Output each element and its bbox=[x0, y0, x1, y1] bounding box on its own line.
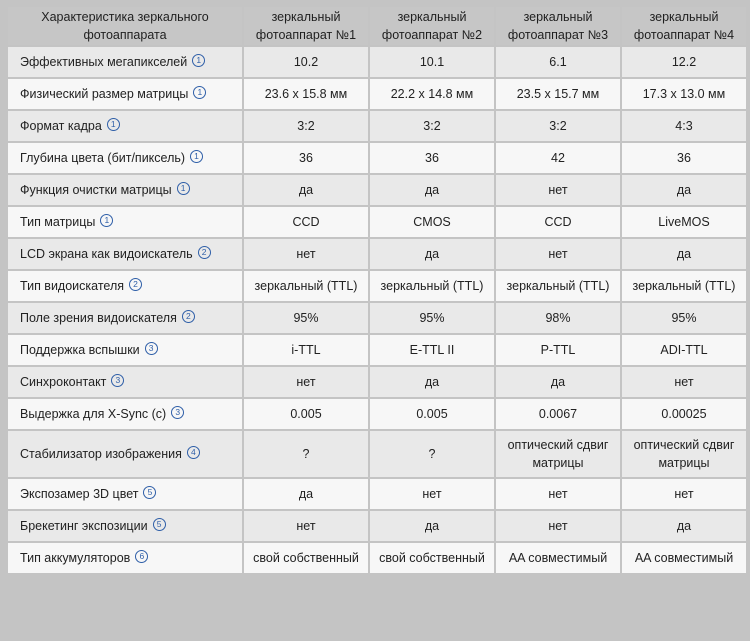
value-cell-camera-1: 36 bbox=[244, 143, 368, 173]
value-cell-camera-2: 36 bbox=[370, 143, 494, 173]
value-cell-camera-4: 17.3 x 13.0 мм bbox=[622, 79, 746, 109]
value-cell-camera-3: нет bbox=[496, 175, 620, 205]
value-cell-camera-2: 10.1 bbox=[370, 47, 494, 77]
value-cell-camera-4: 36 bbox=[622, 143, 746, 173]
value-cell-camera-1: да bbox=[244, 479, 368, 509]
row-label-cell bbox=[8, 207, 242, 237]
table-row bbox=[8, 479, 746, 509]
header-camera-2: зеркальный фотоаппарат №2 bbox=[370, 7, 494, 45]
value-cell-camera-3: 23.5 x 15.7 мм bbox=[496, 79, 620, 109]
footnote-ref-icon[interactable]: 5 bbox=[153, 518, 166, 531]
row-label: Поддержка вспышки bbox=[20, 343, 140, 357]
table-row bbox=[8, 175, 746, 205]
table-row bbox=[8, 111, 746, 141]
row-label: LCD экрана как видоискатель bbox=[20, 247, 193, 261]
value-cell-camera-4: AA совместимый bbox=[622, 543, 746, 573]
row-label: Тип матрицы bbox=[20, 215, 96, 229]
value-cell-camera-3: оптический сдвиг матрицы bbox=[496, 431, 620, 477]
row-label-cell bbox=[8, 239, 242, 269]
row-label-cell bbox=[8, 511, 242, 541]
row-label-cell bbox=[8, 479, 242, 509]
row-label: Поле зрения видоискателя bbox=[20, 311, 177, 325]
value-cell-camera-3: 0.0067 bbox=[496, 399, 620, 429]
value-cell-camera-4: 95% bbox=[622, 303, 746, 333]
value-cell-camera-4: 4:3 bbox=[622, 111, 746, 141]
value-cell-camera-2: 0.005 bbox=[370, 399, 494, 429]
table-row bbox=[8, 431, 746, 477]
row-label: Синхроконтакт bbox=[20, 375, 107, 389]
row-label: Эффективных мегапикселей bbox=[20, 55, 188, 69]
value-cell-camera-3: 6.1 bbox=[496, 47, 620, 77]
row-label: Глубина цвета (бит/пиксель) bbox=[20, 151, 186, 165]
value-cell-camera-1: 0.005 bbox=[244, 399, 368, 429]
row-label: Экспозамер 3D цвет bbox=[20, 487, 139, 501]
value-cell-camera-2: нет bbox=[370, 479, 494, 509]
header-feature: Характеристика зеркального фотоаппарата bbox=[8, 7, 242, 45]
value-cell-camera-4: LiveMOS bbox=[622, 207, 746, 237]
value-cell-camera-2: да bbox=[370, 367, 494, 397]
row-label-cell bbox=[8, 271, 242, 301]
row-label: Физический размер матрицы bbox=[20, 87, 189, 101]
value-cell-camera-3: 3:2 bbox=[496, 111, 620, 141]
header-camera-4: зеркальный фотоаппарат №4 bbox=[622, 7, 746, 45]
value-cell-camera-1: 23.6 x 15.8 мм bbox=[244, 79, 368, 109]
value-cell-camera-2: 22.2 x 14.8 мм bbox=[370, 79, 494, 109]
footnote-ref-icon[interactable]: 1 bbox=[100, 214, 113, 227]
value-cell-camera-1: 10.2 bbox=[244, 47, 368, 77]
table-row bbox=[8, 511, 746, 541]
value-cell-camera-1: нет bbox=[244, 511, 368, 541]
value-cell-camera-3: нет bbox=[496, 479, 620, 509]
table-row bbox=[8, 367, 746, 397]
value-cell-camera-1: нет bbox=[244, 239, 368, 269]
table-row bbox=[8, 303, 746, 333]
row-label-cell bbox=[8, 143, 242, 173]
value-cell-camera-1: ? bbox=[244, 431, 368, 477]
footnote-ref-icon[interactable]: 2 bbox=[182, 310, 195, 323]
table-row bbox=[8, 79, 746, 109]
value-cell-camera-4: нет bbox=[622, 367, 746, 397]
table-row bbox=[8, 335, 746, 365]
value-cell-camera-2: да bbox=[370, 239, 494, 269]
value-cell-camera-1: 95% bbox=[244, 303, 368, 333]
value-cell-camera-2: E-TTL II bbox=[370, 335, 494, 365]
footnote-ref-icon[interactable]: 3 bbox=[111, 374, 124, 387]
footnote-ref-icon[interactable]: 3 bbox=[145, 342, 158, 355]
value-cell-camera-4: да bbox=[622, 175, 746, 205]
footnote-ref-icon[interactable]: 1 bbox=[192, 54, 205, 67]
value-cell-camera-3: CCD bbox=[496, 207, 620, 237]
footnote-ref-icon[interactable]: 1 bbox=[107, 118, 120, 131]
value-cell-camera-1: i-TTL bbox=[244, 335, 368, 365]
footnote-ref-icon[interactable]: 4 bbox=[187, 446, 200, 459]
table-row bbox=[8, 143, 746, 173]
value-cell-camera-1: нет bbox=[244, 367, 368, 397]
value-cell-camera-3: нет bbox=[496, 239, 620, 269]
value-cell-camera-1: CCD bbox=[244, 207, 368, 237]
row-label: Функция очистки матрицы bbox=[20, 183, 172, 197]
row-label: Тип видоискателя bbox=[20, 279, 125, 293]
value-cell-camera-3: 98% bbox=[496, 303, 620, 333]
table-row bbox=[8, 271, 746, 301]
value-cell-camera-1: свой собственный bbox=[244, 543, 368, 573]
value-cell-camera-3: да bbox=[496, 367, 620, 397]
row-label-cell bbox=[8, 303, 242, 333]
table-body bbox=[8, 47, 746, 573]
value-cell-camera-2: зеркальный (TTL) bbox=[370, 271, 494, 301]
value-cell-camera-3: P-TTL bbox=[496, 335, 620, 365]
value-cell-camera-3: нет bbox=[496, 511, 620, 541]
value-cell-camera-2: свой собственный bbox=[370, 543, 494, 573]
header-camera-3: зеркальный фотоаппарат №3 bbox=[496, 7, 620, 45]
row-label-cell bbox=[8, 399, 242, 429]
value-cell-camera-4: да bbox=[622, 511, 746, 541]
row-label: Выдержка для X-Sync (c) bbox=[20, 407, 167, 421]
row-label: Стабилизатор изображения bbox=[20, 447, 182, 461]
row-label-cell bbox=[8, 111, 242, 141]
value-cell-camera-2: да bbox=[370, 175, 494, 205]
table-row bbox=[8, 543, 746, 573]
footnote-ref-icon[interactable]: 1 bbox=[177, 182, 190, 195]
value-cell-camera-4: ADI-TTL bbox=[622, 335, 746, 365]
row-label-cell bbox=[8, 47, 242, 77]
value-cell-camera-4: зеркальный (TTL) bbox=[622, 271, 746, 301]
row-label-cell bbox=[8, 543, 242, 573]
table-row bbox=[8, 207, 746, 237]
value-cell-camera-2: 3:2 bbox=[370, 111, 494, 141]
value-cell-camera-4: 0.00025 bbox=[622, 399, 746, 429]
value-cell-camera-2: ? bbox=[370, 431, 494, 477]
table-row bbox=[8, 239, 746, 269]
row-label: Формат кадра bbox=[20, 119, 102, 133]
value-cell-camera-4: нет bbox=[622, 479, 746, 509]
camera-comparison-table bbox=[6, 5, 748, 575]
value-cell-camera-4: оптический сдвиг матрицы bbox=[622, 431, 746, 477]
footnote-ref-icon[interactable]: 2 bbox=[129, 278, 142, 291]
row-label-cell bbox=[8, 431, 242, 477]
table-row bbox=[8, 47, 746, 77]
header-row bbox=[8, 7, 746, 45]
footnote-ref-icon[interactable]: 5 bbox=[143, 486, 156, 499]
value-cell-camera-3: зеркальный (TTL) bbox=[496, 271, 620, 301]
row-label-cell bbox=[8, 175, 242, 205]
value-cell-camera-2: 95% bbox=[370, 303, 494, 333]
footnote-ref-icon[interactable]: 1 bbox=[193, 86, 206, 99]
header-camera-1: зеркальный фотоаппарат №1 bbox=[244, 7, 368, 45]
row-label-cell bbox=[8, 367, 242, 397]
value-cell-camera-4: 12.2 bbox=[622, 47, 746, 77]
footnote-ref-icon[interactable]: 1 bbox=[190, 150, 203, 163]
value-cell-camera-2: да bbox=[370, 511, 494, 541]
footnote-ref-icon[interactable]: 2 bbox=[198, 246, 211, 259]
value-cell-camera-3: AA совместимый bbox=[496, 543, 620, 573]
footnote-ref-icon[interactable]: 3 bbox=[171, 406, 184, 419]
value-cell-camera-1: да bbox=[244, 175, 368, 205]
row-label-cell bbox=[8, 79, 242, 109]
footnote-ref-icon[interactable]: 6 bbox=[135, 550, 148, 563]
row-label: Тип аккумуляторов bbox=[20, 551, 131, 565]
table-row bbox=[8, 399, 746, 429]
value-cell-camera-1: 3:2 bbox=[244, 111, 368, 141]
value-cell-camera-4: да bbox=[622, 239, 746, 269]
value-cell-camera-3: 42 bbox=[496, 143, 620, 173]
value-cell-camera-1: зеркальный (TTL) bbox=[244, 271, 368, 301]
value-cell-camera-2: CMOS bbox=[370, 207, 494, 237]
row-label-cell bbox=[8, 335, 242, 365]
row-label: Брекетинг экспозиции bbox=[20, 519, 148, 533]
